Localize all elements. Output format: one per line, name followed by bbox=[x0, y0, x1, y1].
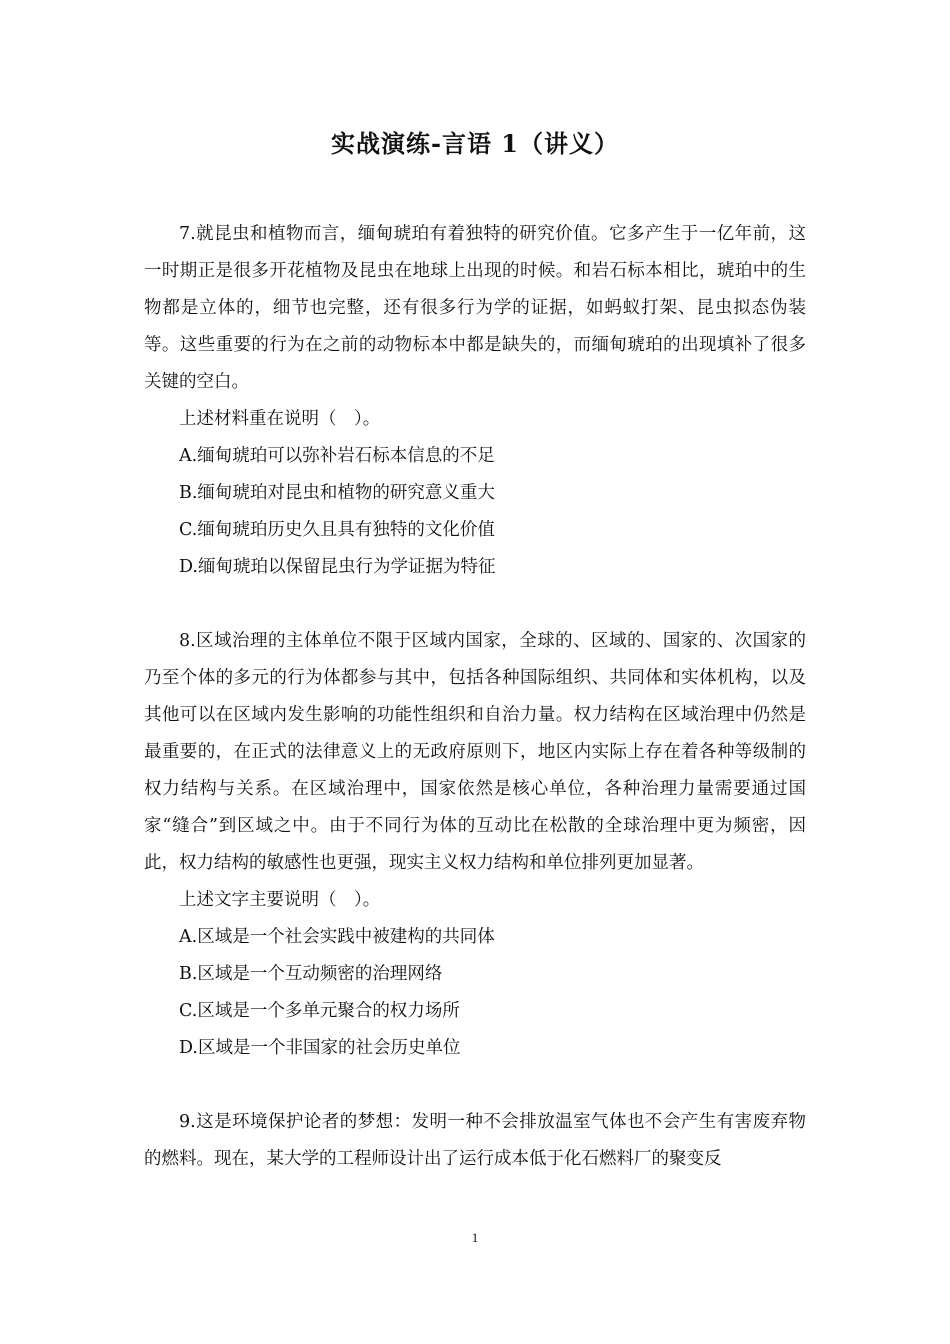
option-a: A.缅甸琥珀可以弥补岩石标本信息的不足 bbox=[179, 446, 495, 466]
page-number: 1 bbox=[471, 1230, 479, 1245]
option-a: A.区域是一个社会实践中被建构的共同体 bbox=[179, 927, 495, 947]
question-prompt: 上述材料重在说明（ ）。 bbox=[179, 409, 381, 429]
document-body bbox=[144, 216, 806, 1215]
question-8 bbox=[144, 623, 806, 1067]
option-d: D.区域是一个非国家的社会历史单位 bbox=[179, 1038, 461, 1058]
option-c: C.缅甸琥珀历史久且具有独特的文化价值 bbox=[179, 520, 495, 540]
question-9 bbox=[144, 1104, 806, 1178]
question-prompt: 上述文字主要说明（ ）。 bbox=[179, 890, 381, 910]
question-text: 8.区域治理的主体单位不限于区域内国家，全球的、区域的、国家的、次国家的乃至个体的多元的行为体都参与其中，包括各种国际组织、共同体和实体机构，以及其他可以在区域内发生影响的功能性组织和自治力量。权力结构在区域治理中仍然是最重要的，在正式的法律意义上的无政府原则下，地区内实际上存在着各种等级制的权力结构与关系。在区域治理中，国家依然是核心单位，各种治理力量需要通过国家“缝合”到区域之中。由于不同行为体的互动比在松散的全球治理中更为频密，因此，权力结构的敏感性也更强，现实主义权力结构和单位排列更加显著。 bbox=[144, 631, 806, 873]
question-7 bbox=[144, 216, 806, 586]
page-title: 实战演练-言语 1（讲义） bbox=[330, 129, 619, 158]
option-d: D.缅甸琥珀以保留昆虫行为学证据为特征 bbox=[179, 557, 496, 577]
option-b: B.区域是一个互动频密的治理网络 bbox=[179, 964, 443, 984]
question-text: 9.这是环境保护论者的梦想：发明一种不会排放温室气体也不会产生有害废弃物的燃料。现在，某大学的工程师设计出了运行成本低于化石燃料厂的聚变反 bbox=[144, 1112, 806, 1169]
question-text: 7.就昆虫和植物而言，缅甸琥珀有着独特的研究价值。它多产生于一亿年前，这一时期正是很多开花植物及昆虫在地球上出现的时候。和岩石标本相比，琥珀中的生物都是立体的，细节也完整，还有很多行为学的证据，如蚂蚁打架、昆虫拟态伪装等。这些重要的行为在之前的动物标本中都是缺失的，而缅甸琥珀的出现填补了很多关键的空白。 bbox=[144, 224, 806, 392]
option-b: B.缅甸琥珀对昆虫和植物的研究意义重大 bbox=[179, 483, 495, 503]
option-c: C.区域是一个多单元聚合的权力场所 bbox=[179, 1001, 460, 1021]
